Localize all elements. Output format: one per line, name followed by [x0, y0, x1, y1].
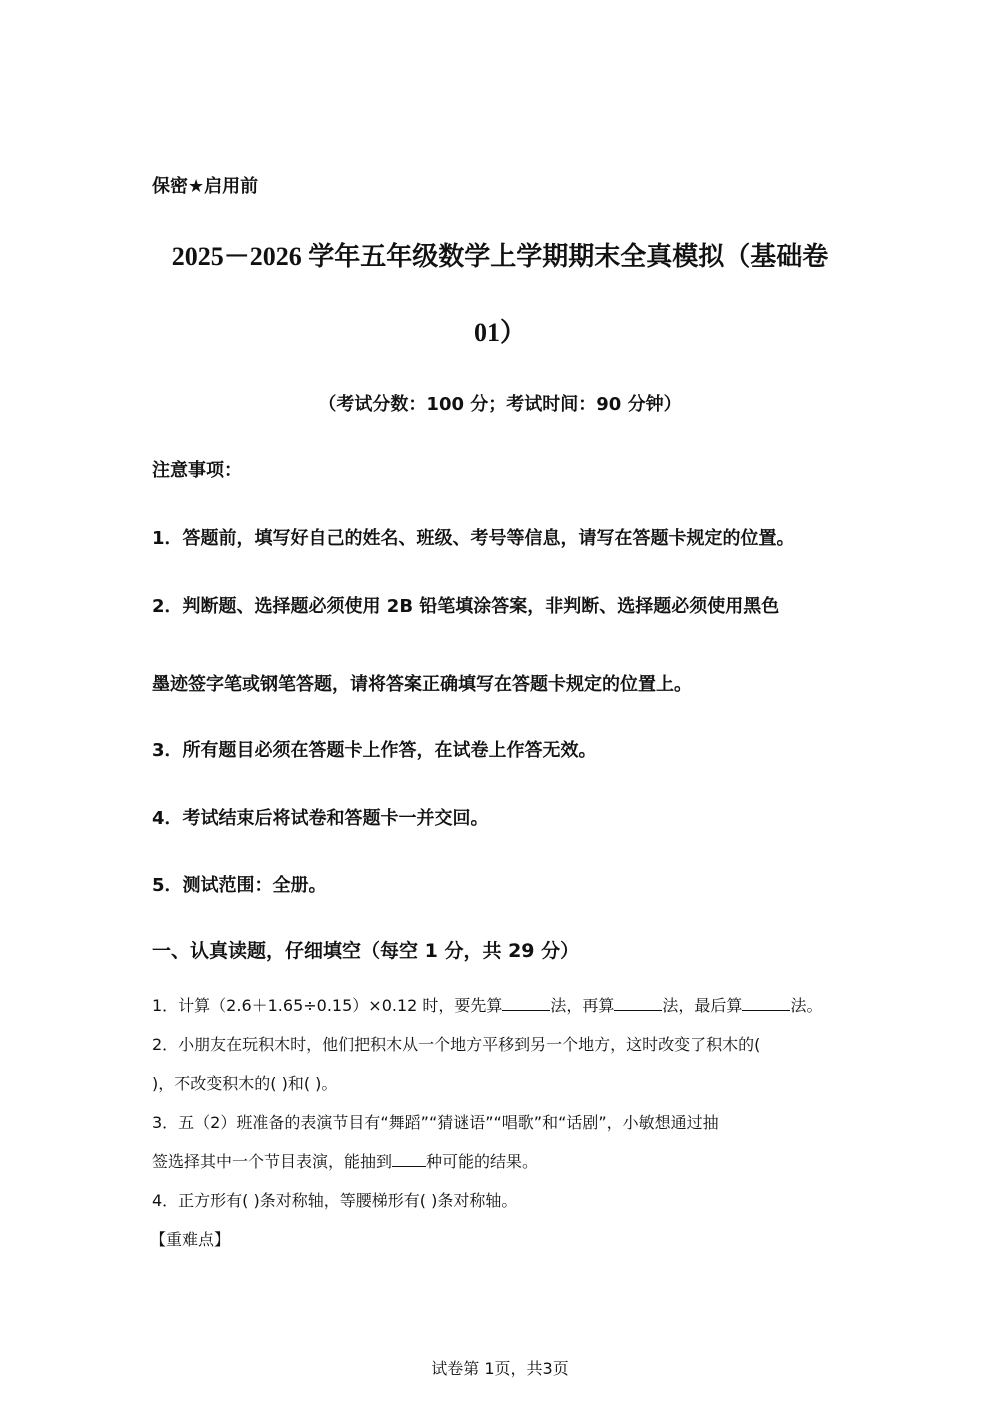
question-3-part-a: 签选择其中一个节目表演，能抽到 — [152, 1152, 393, 1171]
page-footer: 试卷第 1页，共3页 — [431, 1359, 569, 1378]
note-item-3: 3．所有题目必须在答题卡上作答，在试卷上作答无效。 — [152, 740, 597, 761]
question-3-part-b: 种可能的结果。 — [426, 1152, 539, 1171]
confidential-label: 保密★启用前 — [152, 176, 259, 197]
difficulty-tag: 【重难点】 — [150, 1230, 231, 1249]
exam-info: （考试分数：100 分；考试时间：90 分钟） — [318, 394, 682, 415]
section-heading: 一、认真读题，仔细填空（每空 1 分，共 29 分） — [152, 940, 580, 962]
question-1 — [152, 993, 822, 1016]
answer-blank[interactable] — [392, 1152, 426, 1167]
answer-blank[interactable] — [502, 996, 550, 1011]
question-3-line2 — [152, 1149, 538, 1172]
notes-heading: 注意事项： — [152, 460, 242, 481]
note-item-4: 4．考试结束后将试卷和答题卡一并交回。 — [152, 808, 489, 829]
note-item-2: 2．判断题、选择题必须使用 2B 铅笔填涂答案，非判断、选择题必须使用黑色 — [152, 596, 780, 617]
page-title-line1: 2025－2026 学年五年级数学上学期期末全真模拟（基础卷 — [171, 242, 829, 271]
answer-blank[interactable] — [614, 996, 662, 1011]
question-2-line1: 2．小朋友在玩积木时，他们把积木从一个地方平移到另一个地方，这时改变了积木的( — [152, 1035, 761, 1054]
question-1-part-b: 法，再算 — [550, 996, 615, 1015]
question-1-part-d: 法。 — [790, 996, 823, 1015]
question-2-line2: )，不改变积木的( )和( )。 — [152, 1074, 338, 1093]
note-item-5: 5．测试范围：全册。 — [152, 875, 327, 896]
note-item-1: 1．答题前，填写好自己的姓名、班级、考号等信息，请写在答题卡规定的位置。 — [152, 528, 795, 549]
question-1-part-c: 法，最后算 — [662, 996, 743, 1015]
page-title-line2: 01） — [473, 318, 526, 347]
answer-blank[interactable] — [742, 996, 790, 1011]
question-3-line1: 3．五（2）班准备的表演节目有“舞蹈”“猜谜语”“唱歌”和“话剧”，小敏想通过抽 — [152, 1113, 719, 1132]
note-item-2-cont: 墨迹签字笔或钢笔答题，请将答案正确填写在答题卡规定的位置上。 — [152, 674, 692, 695]
question-4: 4．正方形有( )条对称轴，等腰梯形有( )条对称轴。 — [152, 1191, 518, 1210]
question-1-part-a: 1．计算（2.6＋1.65÷0.15）×0.12 时，要先算 — [152, 996, 503, 1015]
